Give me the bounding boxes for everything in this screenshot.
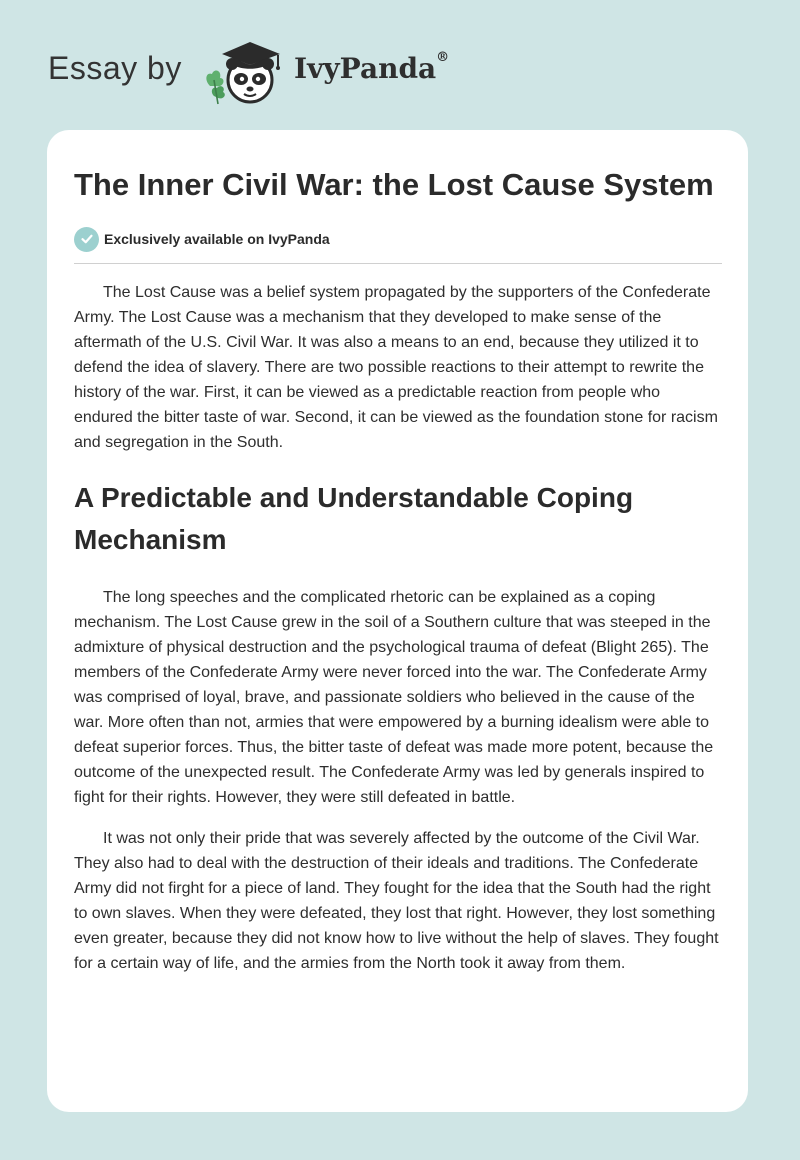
paragraph-1: The Lost Cause was a belief system propagated by the supporters of the Confederate Army. The Lost Cause was a mechanism that they developed to make sense of the aftermath of the U.S. Civil War. It was also a means to an end, because they utilized it to defend the idea of slavery. There are two possible reactions to their attempt to rewrite the history of the war. First, it can be viewed as a predictable reaction from people who endured the bitter taste of war. Second, it can be viewed as the foundation stone for racism and segregation in the South. [74,284,718,451]
paragraph-3: It was not only their pride that was severely affected by the outcome of the Civil War. They also had to deal with the destruction of their ideals and traditions. The Confederate Army did not firght for a piece of land. They fought for the idea that the South had the right to own slaves. When they were defeated, they lost that right. However, they lost something even greater, because they did not know how to live without the help of slaves. They fought for a certain way of life, and the armies from the North took it away from them. [74,830,719,972]
title-divider [74,263,722,264]
exclusive-badge-label: Exclusively available on IvyPanda [104,231,330,247]
paragraph-2: The long speeches and the complicated rhetoric can be explained as a coping mechanism. The Lost Cause grew in the soil of a Southern culture that was steeped in the admixture of physical destruction and the psychological trauma of defeat (Blight 265). The members of the Confederate Army were never forced into the war. The Confederate Army was comprised of loyal, brave, and passionate soldiers who believed in the cause of the war. More often than not, armies that were empowered by a burning idealism were able to defeat superior forces. Thus, the bitter taste of defeat was made more potent, because the outcome of the unexpected result. The Confederate Army was led by generals inspired to fight for their rights. However, they were still defeated in battle. [74,589,714,806]
essay-title: The Inner Civil War: the Lost Cause System [74,167,714,202]
check-circle-icon [74,227,99,252]
essay-content [74,164,722,976]
brand-name: IvyPanda® [294,50,450,85]
exclusive-badge [74,226,722,252]
essay-card [47,130,748,1112]
panda-graduate-logo-icon [200,34,292,108]
brand-prefix: Essay by [48,50,182,86]
brand-header[interactable] [48,30,508,110]
section-heading: A Predictable and Understandable Coping Mechanism [74,482,634,555]
